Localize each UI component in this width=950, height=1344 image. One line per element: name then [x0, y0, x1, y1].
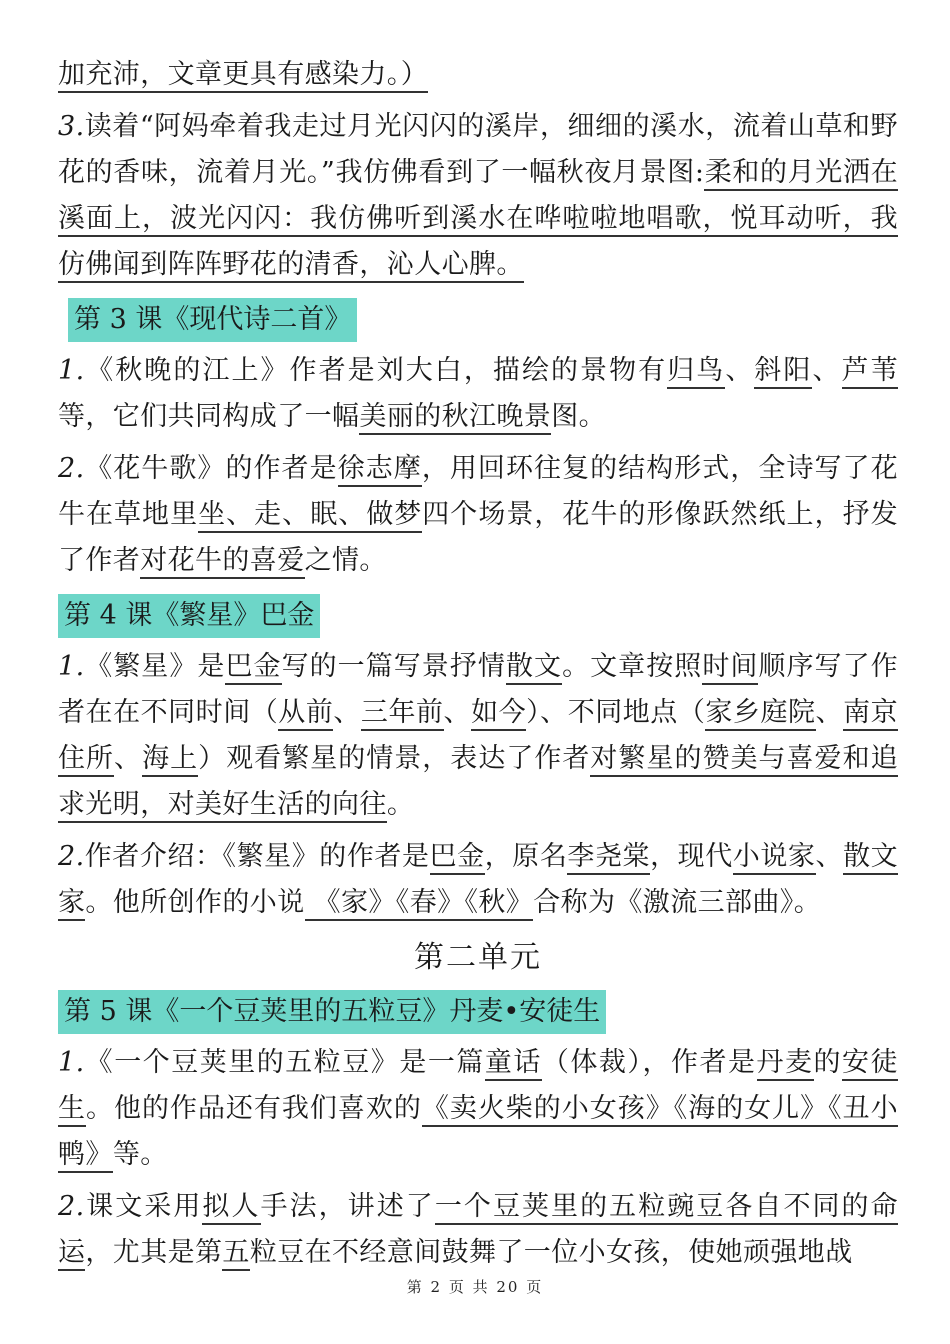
underlined-text: 对花牛的喜爱	[140, 545, 304, 579]
underlined-text: 丹麦	[757, 1047, 814, 1081]
text: ，现代	[650, 841, 733, 872]
item-number: 1.	[58, 355, 85, 386]
paragraph	[58, 104, 898, 288]
underlined-text: 童话	[485, 1047, 542, 1081]
text: ，原名	[484, 841, 568, 872]
text: ）、不同地点（	[526, 697, 706, 728]
text: 等。	[112, 1139, 168, 1170]
text: 、	[815, 697, 844, 728]
text: 作者介绍：《繁星》的作者是	[84, 841, 430, 872]
item-number: 2.	[58, 453, 85, 484]
text: 。他所创作的小说	[85, 887, 305, 918]
underlined-text: 海上	[142, 743, 198, 777]
underlined-text: 美丽的秋江晚景	[359, 401, 551, 435]
underlined-text: 一个豆荚里的五粒豌豆各自不同的命运	[58, 1191, 898, 1271]
text: 。他的作品还有我们喜欢的	[86, 1093, 422, 1124]
underlined-text: 《家》《春》《秋》	[305, 887, 534, 921]
unit-title: 第二单元	[414, 940, 542, 975]
text: 合称为《激流三部曲》。	[533, 887, 822, 918]
underlined-text: 芦苇	[842, 355, 898, 389]
lesson-heading: 第 3 课《现代诗二首》	[68, 298, 357, 342]
text: ，用回环往复的结构形式，全诗写了花牛在草地里	[58, 453, 898, 530]
item-number: 2.	[58, 1191, 85, 1222]
text: 《繁星》是	[84, 651, 226, 682]
text: （体裁），作者是	[541, 1047, 757, 1078]
item-number: 1.	[58, 651, 85, 682]
page-footer: 第 2 页 共 20 页	[406, 1278, 544, 1296]
text: 、	[443, 697, 472, 728]
underlined-text: 巴金	[430, 841, 485, 875]
text: 读着“阿妈牵着我走过月光闪闪的溪岸，细细的溪水，流着山草和野花的香味，流着月光。”我仿佛看到了一幅秋夜月景图:	[58, 111, 898, 188]
text: 粒豆在不经意间鼓舞了一位小女孩，使她顽强地战	[249, 1237, 853, 1268]
paragraph	[58, 1040, 898, 1178]
underlined-text: 五	[222, 1237, 249, 1271]
text: 《一个豆荚里的五粒豆》是一篇	[84, 1047, 485, 1078]
text: 等，它们共同构成了一幅	[58, 401, 360, 432]
underlined-text: 加充沛，文章更具有感染力。）	[58, 59, 428, 93]
underlined-text: 家乡庭院	[705, 697, 815, 731]
item-number: 3.	[58, 111, 85, 142]
underlined-text: 三年前	[361, 697, 444, 731]
paragraph	[58, 834, 898, 926]
text: 、	[815, 841, 844, 872]
lesson-heading: 第 5 课《一个豆荚里的五粒豆》丹麦•安徒生	[58, 990, 606, 1034]
paragraph	[58, 348, 898, 440]
underlined-text: 南京住所	[58, 697, 898, 777]
paragraph	[58, 446, 898, 584]
text: 《花牛歌》的作者是	[84, 453, 338, 484]
underlined-text: 柔和的月光洒在溪面上，波光闪闪：我仿佛听到溪水在哗啦啦地唱歌，悦耳动听，我仿佛闻到阵阵野花的清香，沁人心脾。	[58, 157, 898, 283]
text: ）观看繁星的情景，表达了作者	[198, 743, 591, 774]
text: 、	[812, 355, 842, 386]
underlined-text: 巴金	[225, 651, 281, 685]
underlined-text: 时间	[702, 651, 758, 685]
underlined-text: 散文	[506, 651, 562, 685]
paragraph	[58, 644, 898, 828]
text: 。	[386, 789, 415, 820]
text: 。文章按照	[562, 651, 703, 682]
paragraph	[58, 1184, 898, 1276]
page-content	[58, 52, 898, 1282]
underlined-text: 李尧棠	[567, 841, 650, 875]
text: 课文采用	[84, 1191, 203, 1222]
underlined-text: 徐志摩	[338, 453, 422, 487]
underlined-text: 小说家	[733, 841, 816, 875]
text: 《秋晚的江上》作者是刘大白，描绘的景物有	[84, 355, 668, 386]
text: ，尤其是第	[85, 1237, 223, 1268]
text: 、	[725, 355, 755, 386]
lesson-heading: 第 4 课《繁星》巴金	[58, 594, 320, 638]
item-number: 1.	[58, 1047, 85, 1078]
underlined-text: 安徒生	[58, 1047, 898, 1127]
text: 四个场景，花牛的形像跃然纸上，抒发了作者	[58, 499, 899, 576]
underlined-text: 对繁星的赞美与喜爱和追求光明，对美好生活的向往	[58, 743, 898, 823]
underlined-text: 坐、走、眠、做梦	[198, 499, 422, 533]
text: 的	[813, 1047, 843, 1078]
text: 、	[333, 697, 361, 728]
underlined-text: 《卖火柴的小女孩》《海的女儿》《丑小鸭》	[58, 1093, 898, 1173]
underlined-text: 拟人	[202, 1191, 260, 1225]
item-number: 2.	[58, 841, 85, 872]
text: 之情。	[304, 545, 387, 576]
paragraph	[58, 52, 898, 98]
text: 手法，讲述了	[260, 1191, 435, 1222]
underlined-text: 散文家	[58, 841, 898, 921]
underlined-text: 从前	[278, 697, 333, 731]
text: 、	[114, 743, 143, 774]
underlined-text: 斜阳	[754, 355, 812, 389]
text: 顺序写了作者在在不同时间（	[58, 651, 899, 728]
underlined-text: 归鸟	[667, 355, 725, 389]
text: 写的一篇写景抒情	[281, 651, 506, 682]
underlined-text: 如今	[471, 697, 526, 731]
text: 图。	[551, 401, 607, 432]
